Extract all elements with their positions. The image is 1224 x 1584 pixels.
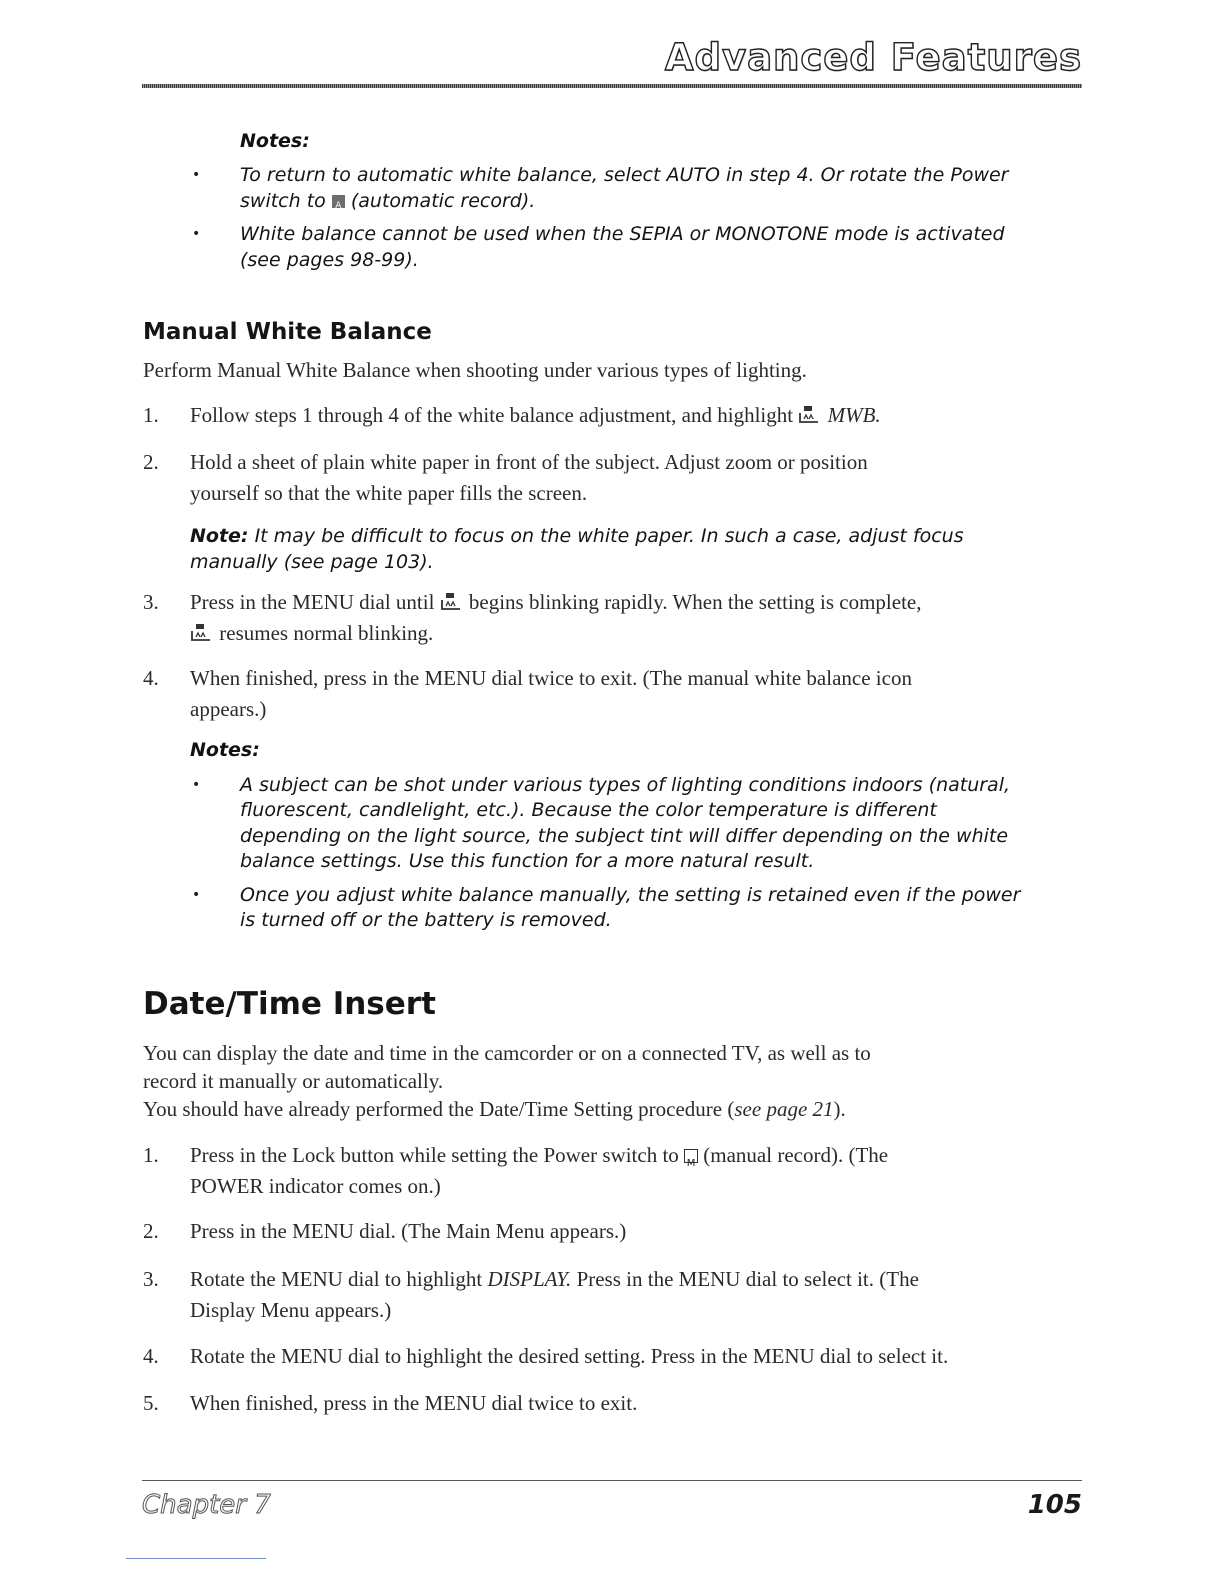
- mwb-step-3-post: begins blinking rapidly. When the setting is complete,: [468, 590, 922, 614]
- step-number: 5.: [143, 1391, 159, 1415]
- note-bullet-1-text-pre: switch to: [240, 190, 326, 212]
- header-rule: [142, 84, 1082, 88]
- note-bullet-1-line-2: [240, 189, 535, 214]
- bullet-dot: •: [192, 777, 201, 793]
- mwb-note-line-1: [190, 524, 964, 549]
- manual-white-balance-icon: [440, 592, 464, 612]
- bottom-edge-mark: [126, 1558, 266, 1559]
- step-number: 2.: [143, 450, 159, 474]
- note-label: Note:: [190, 525, 249, 547]
- bullet-dot: •: [192, 887, 201, 903]
- datetime-step-1-line-2: POWER indicator comes on.): [190, 1174, 441, 1198]
- mwb-step-2-line-2: yourself so that the white paper fills the screen.: [190, 481, 588, 505]
- datetime-step-1-post: (manual record). (The: [703, 1143, 889, 1167]
- auto-record-icon: [332, 195, 345, 211]
- mwb-note-line-2: manually (see page 103).: [190, 551, 434, 573]
- step-number: 1.: [143, 403, 159, 427]
- notes-heading: Notes:: [190, 739, 260, 761]
- manual-white-balance-icon: [190, 623, 214, 643]
- step-number: 4.: [143, 666, 159, 690]
- datetime-step-3-line-1: [190, 1264, 919, 1295]
- mwb-step-3-line-2: [190, 618, 433, 649]
- datetime-step-3-pre: Rotate the MENU dial to highlight: [190, 1267, 483, 1291]
- bullet-dot: •: [192, 167, 201, 183]
- page-header-title: Advanced Features: [664, 36, 1082, 79]
- datetime-intro-line-3: [143, 1094, 846, 1125]
- mwb-step-1-text: Follow steps 1 through 4 of the white balance adjustment, and highlight: [190, 403, 794, 427]
- manual-white-balance-icon: [798, 405, 822, 425]
- step-number: 3.: [143, 1267, 159, 1291]
- datetime-step-5: When finished, press in the MENU dial twice to exit.: [190, 1391, 638, 1415]
- datetime-intro-line-1: You can display the date and time in the camcorder or on a connected TV, as well as to: [143, 1041, 871, 1065]
- section-heading-manual-white-balance: Manual White Balance: [143, 319, 432, 345]
- mwb-notes-bullet-1-line-1: A subject can be shot under various types of lighting conditions indoors (natural,: [240, 774, 1011, 796]
- step-number: 4.: [143, 1344, 159, 1368]
- mwb-step-4-line-1: When finished, press in the MENU dial twice to exit. (The manual white balance icon: [190, 666, 912, 690]
- datetime-intro-post: ).: [833, 1097, 846, 1121]
- note-bullet-1-line-1: To return to automatic white balance, select AUTO in step 4. Or rotate the Power: [240, 164, 1009, 186]
- mwb-step-3-pre: Press in the MENU dial until: [190, 590, 435, 614]
- page-reference: see page 21: [734, 1097, 834, 1121]
- datetime-intro-pre: You should have already performed the Date/Time Setting procedure (: [143, 1097, 735, 1121]
- mwb-term: MWB.: [827, 403, 881, 427]
- mwb-notes-bullet-2-line-1: Once you adjust white balance manually, the setting is retained even if the power: [240, 884, 1021, 906]
- mwb-notes-bullet-1-line-2: fluorescent, candlelight, etc.). Because the color temperature is different: [240, 799, 937, 821]
- mwb-step-2-line-1: Hold a sheet of plain white paper in front of the subject. Adjust zoom or position: [190, 450, 868, 474]
- mwb-step-1: [190, 400, 881, 431]
- datetime-step-2: Press in the MENU dial. (The Main Menu appears.): [190, 1219, 627, 1243]
- section-heading-date-time-insert: Date/Time Insert: [143, 986, 436, 1022]
- note-bullet-2-line-2: (see pages 98-99).: [240, 249, 419, 271]
- display-term: DISPLAY.: [487, 1267, 572, 1291]
- notes-heading: Notes:: [240, 130, 310, 152]
- datetime-step-1-pre: Press in the Lock button while setting the Power switch to: [190, 1143, 679, 1167]
- mwb-notes-bullet-1-line-4: balance settings. Use this function for a more natural result.: [240, 850, 815, 872]
- manual-record-icon: [684, 1149, 698, 1169]
- datetime-step-1-line-1: [190, 1140, 888, 1171]
- auto-record-icon-letter: A: [335, 201, 342, 211]
- bullet-dot: •: [192, 226, 201, 242]
- mwb-notes-bullet-2-line-2: is turned off or the battery is removed.: [240, 909, 612, 931]
- step-number: 3.: [143, 590, 159, 614]
- step-number: 1.: [143, 1143, 159, 1167]
- footer-rule: [142, 1480, 1082, 1481]
- datetime-intro-line-2: record it manually or automatically.: [143, 1069, 444, 1093]
- manual-record-icon-letter: M: [686, 1158, 696, 1169]
- mwb-step-4-line-2: appears.): [190, 697, 267, 721]
- step-number: 2.: [143, 1219, 159, 1243]
- mwb-note-text: It may be difficult to focus on the white paper. In such a case, adjust focus: [254, 525, 964, 547]
- mwb-step-3-line-2-text: resumes normal blinking.: [219, 621, 434, 645]
- mwb-notes-bullet-1-line-3: depending on the light source, the subject tint will differ depending on the white: [240, 825, 1009, 847]
- note-bullet-1-text-post: (automatic record).: [350, 190, 536, 212]
- datetime-step-4: Rotate the MENU dial to highlight the desired setting. Press in the MENU dial to select it.: [190, 1344, 949, 1368]
- mwb-step-3-line-1: [190, 587, 922, 618]
- datetime-step-3-post: Press in the MENU dial to select it. (The: [576, 1267, 919, 1291]
- mwb-intro: Perform Manual White Balance when shooting under various types of lighting.: [143, 358, 807, 382]
- note-bullet-2-line-1: White balance cannot be used when the SEPIA or MONOTONE mode is activated: [240, 223, 1005, 245]
- page-number: 105: [1027, 1490, 1082, 1520]
- datetime-step-3-line-2: Display Menu appears.): [190, 1298, 392, 1322]
- footer-chapter: Chapter 7: [142, 1490, 271, 1520]
